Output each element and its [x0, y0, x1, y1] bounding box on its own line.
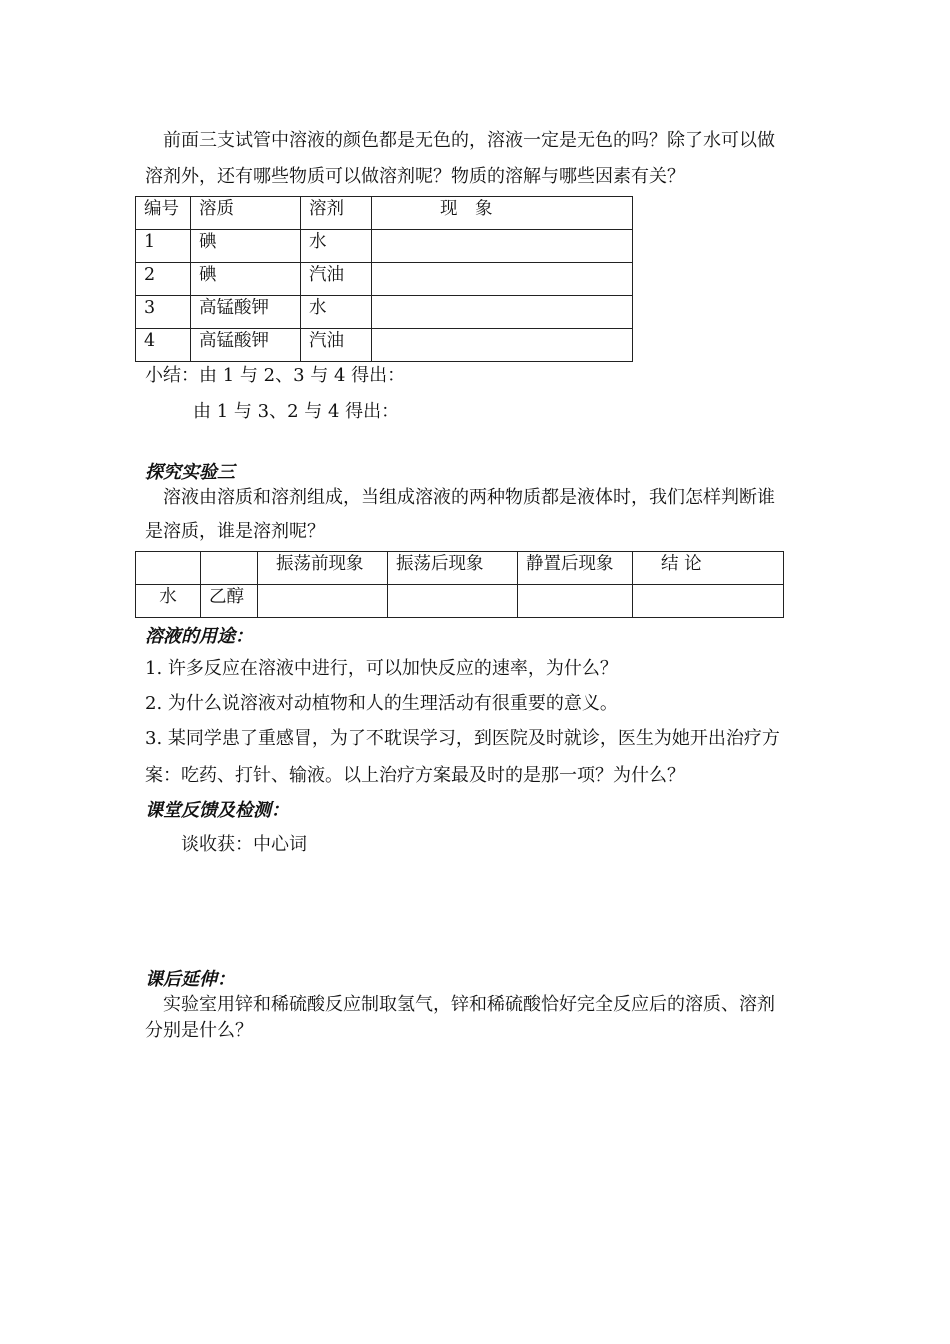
table-cell[interactable]: [388, 585, 518, 618]
uses-question-1: 1. 许多反应在溶液中进行，可以加快反应的速率，为什么？: [145, 658, 618, 679]
table-cell[interactable]: [372, 329, 633, 362]
feedback-line-1: 谈收获：中心词: [181, 834, 307, 855]
table-cell: 乙醇: [201, 585, 258, 618]
table-cell: 水: [136, 585, 201, 618]
header-cell: 静置后现象: [518, 552, 633, 585]
table-cell: 2: [136, 263, 191, 296]
header-cell: 溶质: [191, 197, 301, 230]
table-row: [136, 329, 633, 362]
table-cell: 高锰酸钾: [191, 296, 301, 329]
table-cell: 1: [136, 230, 191, 263]
header-cell: 编号: [136, 197, 191, 230]
exp3-line-2: 是溶质，谁是溶剂呢？: [145, 521, 325, 542]
table-cell: 碘: [191, 263, 301, 296]
extension-title: 课后延伸：: [145, 969, 235, 990]
table-cell[interactable]: [258, 585, 388, 618]
header-cell: 振荡后现象: [388, 552, 518, 585]
exp3-title: 探究实验三: [145, 462, 235, 483]
table-cell: 汽油: [301, 263, 372, 296]
header-cell: [136, 552, 201, 585]
header-cell: 现 象: [372, 197, 633, 230]
header-cell: [201, 552, 258, 585]
table-row: [136, 263, 633, 296]
uses-question-2: 2. 为什么说溶液对动植物和人的生理活动有很重要的意义。: [145, 693, 618, 714]
extension-line-2: 分别是什么？: [145, 1020, 253, 1041]
header-cell: 振荡前现象: [258, 552, 388, 585]
header-cell: 溶剂: [301, 197, 372, 230]
table-cell: 水: [301, 296, 372, 329]
intro-line-2: 溶剂外，还有哪些物质可以做溶剂呢？物质的溶解与哪些因素有关？: [145, 166, 685, 187]
solubility-table: [135, 196, 633, 362]
table-cell: 3: [136, 296, 191, 329]
table-cell[interactable]: [633, 585, 784, 618]
table-row: [136, 585, 784, 618]
table-cell: 4: [136, 329, 191, 362]
table-header-row: [136, 197, 633, 230]
exp3-line-1: 溶液由溶质和溶剂组成，当组成溶液的两种物质都是液体时，我们怎样判断谁: [163, 487, 775, 508]
table-row: [136, 296, 633, 329]
table-cell[interactable]: [372, 296, 633, 329]
table-cell: 汽油: [301, 329, 372, 362]
intro-line-1: 前面三支试管中溶液的颜色都是无色的，溶液一定是无色的吗？除了水可以做: [163, 130, 775, 151]
uses-question-3-line-2: 案：吃药、打针、输液。以上治疗方案最及时的是那一项？为什么？: [145, 765, 685, 786]
table-cell[interactable]: [372, 230, 633, 263]
summary-line-1: 小结：由 1 与 2、3 与 4 得出：: [145, 365, 406, 386]
liquid-mixing-table: [135, 551, 784, 618]
table-cell: 水: [301, 230, 372, 263]
uses-title: 溶液的用途：: [145, 626, 253, 647]
table-header-row: [136, 552, 784, 585]
uses-question-3-line-1: 3. 某同学患了重感冒，为了不耽误学习，到医院及时就诊，医生为她开出治疗方: [145, 728, 780, 749]
extension-line-1: 实验室用锌和稀硫酸反应制取氢气，锌和稀硫酸恰好完全反应后的溶质、溶剂: [163, 994, 775, 1015]
table-cell[interactable]: [518, 585, 633, 618]
table-cell: 碘: [191, 230, 301, 263]
table-cell[interactable]: [372, 263, 633, 296]
table-cell: 高锰酸钾: [191, 329, 301, 362]
table-row: [136, 230, 633, 263]
header-cell: 结 论: [633, 552, 784, 585]
summary-line-2: 由 1 与 3、2 与 4 得出：: [193, 401, 400, 422]
feedback-title: 课堂反馈及检测：: [145, 800, 289, 821]
